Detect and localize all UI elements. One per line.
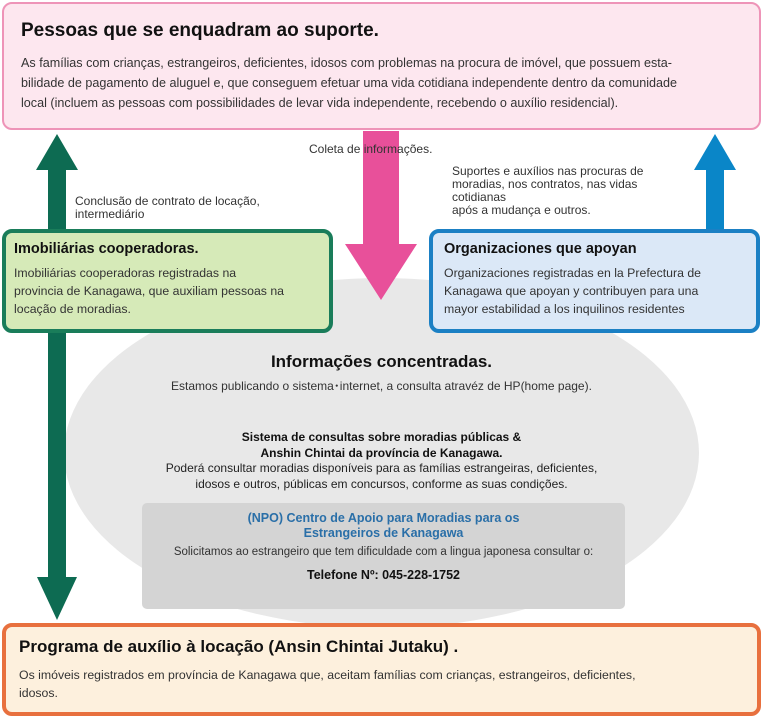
green-up-arrow: [36, 134, 78, 230]
target-people-text: [21, 53, 743, 113]
support-label: [452, 165, 643, 217]
consult-system-title: Sistema de consultas sobre moradias públicas &: [241, 430, 522, 444]
support-orgs-line: Kanagawa que apoyan y contribuyen para una: [444, 284, 699, 298]
support-label-line: após a mudança e outros.: [452, 203, 591, 217]
real-estate-box: [2, 229, 333, 333]
target-people-line: local (incluem as pessoas com possibilidades de levar vida independente, recebendo o auxílio residencial).: [21, 96, 619, 110]
info-subtitle: Estamos publicando o sistema･internet, a consulta atravéz de HP(home page).: [171, 379, 592, 393]
support-orgs-text: [444, 264, 746, 318]
rental-program-line: Os imóveis registrados em província de Kanagawa que, aceitam famílias com crianças, estrangeiros, deficientes,: [19, 668, 636, 682]
npo-phone: Telefone Nº: 045-228-1752: [306, 568, 460, 582]
npo-name-line: (NPO) Centro de Apoio para Moradias para os: [247, 511, 520, 525]
support-label-line: cotidianas: [452, 190, 507, 204]
support-orgs-line: Organizaciones registradas en la Prefectura de: [444, 266, 702, 280]
collect-info-label: Coleta de informações.: [309, 142, 433, 156]
green-down-arrow: [37, 333, 77, 620]
support-orgs-title: Organizaciones que apoyan: [444, 241, 637, 257]
rental-program-line: idosos.: [19, 686, 58, 700]
consult-system: [100, 430, 663, 492]
contract-label: [75, 195, 260, 221]
support-orgs-line: mayor estabilidad a los inquilinos residentes: [444, 302, 685, 316]
npo-text: Solicitamos ao estrangeiro que tem dificuldade com a lingua japonesa consultar o:: [173, 546, 594, 558]
real-estate-text: [14, 264, 319, 318]
target-people-line: As famílias com crianças, estrangeiros, deficientes, idosos com problemas na procura de imóvel, que possuem esta-: [21, 56, 672, 70]
target-people-line: bilidade de pagamento de aluguel e, que conseguem efetuar uma vida cotidiana independente dentro da comunidade: [21, 76, 678, 90]
real-estate-line: locação de moradias.: [14, 302, 131, 316]
consult-system-text: Poderá consultar moradias disponíveis para as famílias estrangeiras, deficientes,: [165, 461, 598, 475]
support-label-line: Suportes e auxílios nas procuras de: [452, 164, 644, 178]
rental-program-box: [2, 623, 761, 716]
npo-name: [142, 511, 625, 541]
support-label-line: moradias, nos contratos, nas vidas: [452, 177, 638, 191]
real-estate-line: Imobiliárias cooperadoras registradas na: [14, 266, 237, 280]
support-orgs-box: [429, 229, 760, 333]
npo-name-line: Estrangeiros de Kanagawa: [303, 526, 464, 540]
contract-label-line: Conclusão de contrato de locação,: [75, 194, 260, 208]
target-people-title: Pessoas que se enquadram ao suporte.: [21, 20, 379, 41]
target-people-box: [2, 2, 761, 130]
rental-program-title: Programa de auxílio à locação (Ansin Chintai Jutaku) .: [19, 637, 459, 656]
consult-system-title: Anshin Chintai da província de Kanagawa.: [260, 445, 503, 460]
contract-label-line: intermediário: [75, 207, 145, 221]
npo-box: [142, 503, 625, 609]
real-estate-title: Imobiliárias cooperadoras.: [14, 241, 199, 257]
rental-program-text: [19, 666, 743, 702]
blue-up-arrow: [694, 134, 736, 230]
consult-system-text: idosos e outros, públicas em concursos, conforme as suas condições.: [195, 476, 568, 491]
pink-down-arrow: [345, 131, 417, 300]
info-title: Informações concentradas.: [270, 352, 493, 371]
real-estate-line: provincia de Kanagawa, que auxiliam pessoas na: [14, 284, 285, 298]
